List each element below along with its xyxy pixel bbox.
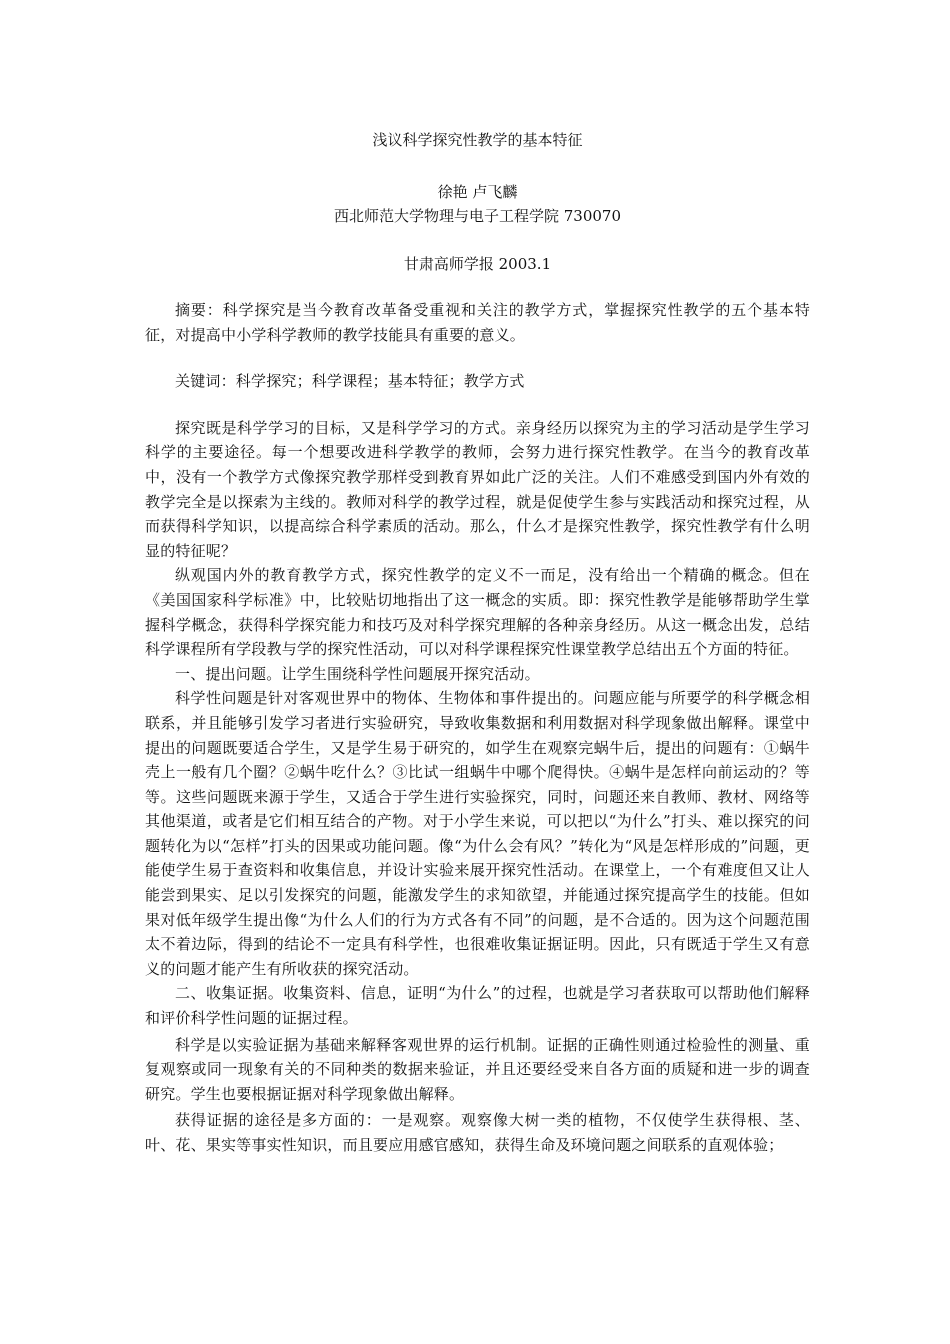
paper-authors: 徐艳 卢飞麟 [437,183,518,201]
section-heading: 一、提出问题。让学生围绕科学性问题展开探究活动。 [175,664,540,683]
body-paragraph: 获得证据的途径是多方面的：一是观察。观察像大树一类的植物，不仅使学生获得根、茎、叶、花、果实等事实性知识，而且要应用感官感知，获得生命及环境问题之间联系的直观体验； [145,1111,810,1154]
section-heading: 二、收集证据。收集资料、信息，证明“为什么”的过程，也就是学习者获取可以帮助他们解释和评价科学性问题的证据过程。 [145,984,810,1028]
paper-keywords: 关键词：科学探究；科学课程；基本特征；教学方式 [175,372,525,391]
body-paragraph: 探究既是科学学习的目标，又是科学学习的方式。亲身经历以探究为主的学习活动是学生学习科学的主要途径。每一个想要改进科学教学的教师，会努力进行探究性教学。在当今的教育改革中，没有一个教学方式像探究教学那样受到教育界如此广泛的关注。人们不难感受到国内外有效的教学完全是以探索为主线的。教师对科学的教学过程，就是促使学生参与实践活动和探究过程，从而获得科学知识，以提高综合科学素质的活动。那么，什么才是探究性教学，探究性教学有什么明显的特征呢？ [145,418,810,560]
body-paragraph: 科学是以实验证据为基础来解释客观世界的运行机制。证据的正确性则通过检验性的测量、重复观察或同一现象有关的不同种类的数据来验证，并且还要经受来自各方面的质疑和进一步的调查研究。学生也要根据证据对科学现象做出解释。 [145,1035,810,1103]
body-paragraph: 纵观国内外的教育教学方式，探究性教学的定义不一而足，没有给出一个精确的概念。但在《美国国家科学标准》中，比较贴切地指出了这一概念的实质。即：探究性教学是能够帮助学生掌握科学概念，获得科学探究能力和技巧及对科学探究理解的各种亲身经历。从这一概念出发，总结科学课程所有学段教与学的探究性活动，可以对科学课程探究性课堂教学总结出五个方面的特征。 [145,566,810,659]
paper-affiliation: 西北师范大学物理与电子工程学院 730070 [333,207,622,225]
body-paragraph: 科学性问题是针对客观世界中的物体、生物体和事件提出的。问题应能与所要学的科学概念相联系，并且能够引发学习者进行实验研究，导致收集数据和利用数据对科学现象做出解释。课堂中提出的问题既要适合学生，又是学生易于研究的，如学生在观察完蜗牛后，提出的问题有：①蜗牛壳上一般有几个圈？②蜗牛吃什么？③比试一组蜗牛中哪个爬得快。④蜗牛是怎样向前运动的？等等。这些问题既来源于学生，又适合于学生进行实验探究，同时，问题还来自教师、教材、网络等其他渠道，或者是它们相互结合的产物。对于小学生来说，可以把以“为什么”打头、难以探究的问题转化为以“怎样”打头的因果或功能问题。像“为什么会有风？”转化为“风是怎样形成的”问题，更能使学生易于查资料和收集信息，并设计实验来展开探究性活动。在课堂上，一个有难度但又让人能尝到果实、足以引发探究的问题，能激发学生的求知欲望，并能通过探究提高学生的技能。但如果对低年级学生提出像“为什么人们的行为方式各有不同”的问题，是不合适的。因为这个问题范围太不着边际，得到的结论不一定具有科学性，也很难收集证据证明。因此，只有既适于学生又有意义的问题才能产生有所收获的探究活动。 [145,689,810,978]
paper-journal: 甘肃高师学报 2003.1 [403,255,552,273]
paper-abstract: 摘要：科学探究是当今教育改革备受重视和关注的教学方式，掌握探究性教学的五个基本特征，对提高中小学科学教师的教学技能具有重要的意义。 [145,301,810,344]
paper-title: 浅议科学探究性教学的基本特征 [372,131,583,149]
document-page [145,118,810,1158]
